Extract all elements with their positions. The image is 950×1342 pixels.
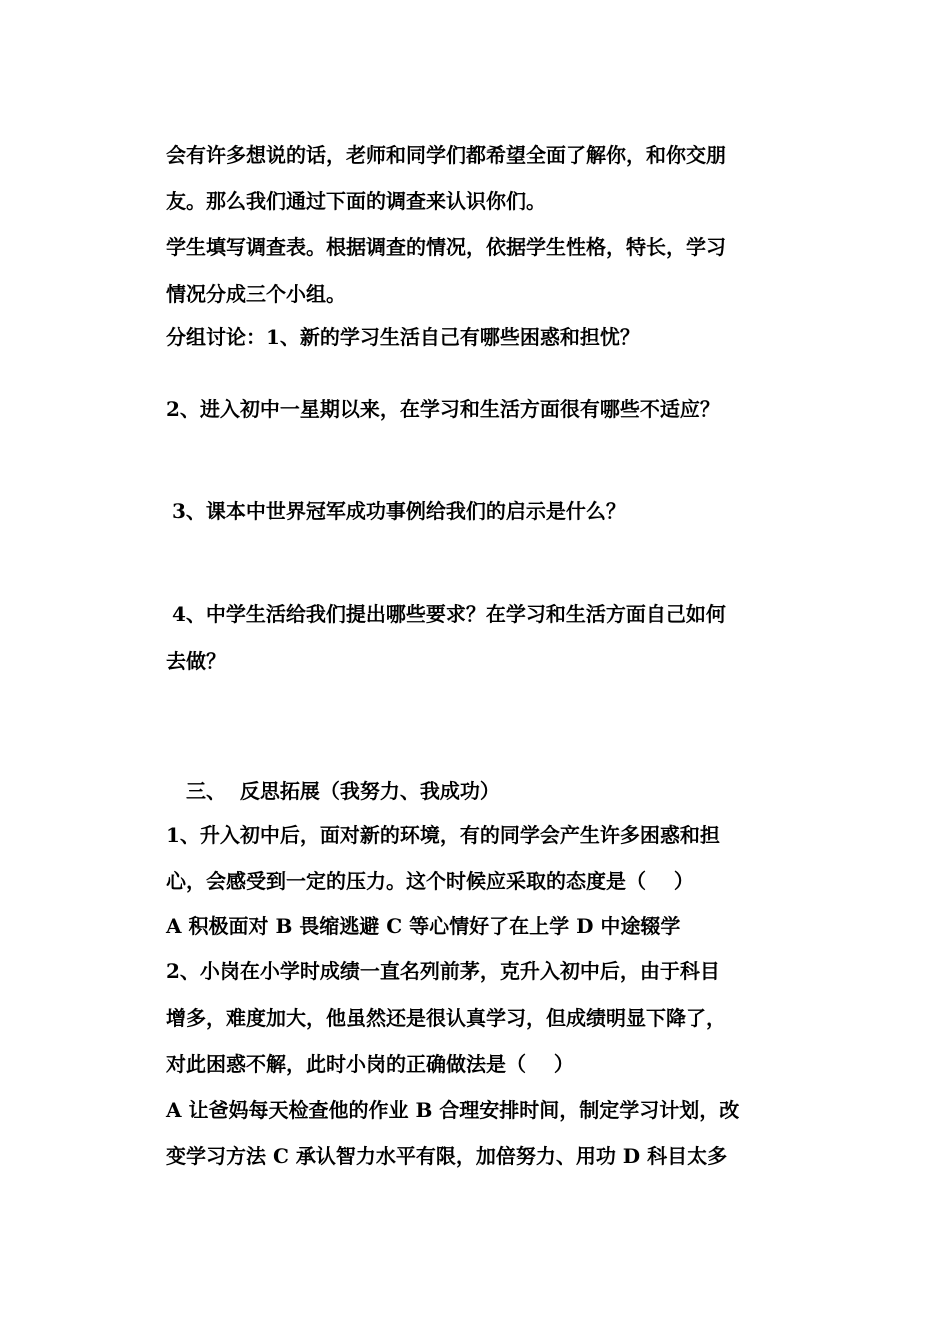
discussion-question-4-line-1: 4、中学生活给我们提出哪些要求？在学习和生活方面自己如何 (172, 602, 726, 626)
exercise-1-line-1: 1、升入初中后，面对新的环境，有的同学会产生许多困惑和担 (166, 823, 720, 847)
discussion-question-2: 2、进入初中一星期以来，在学习和生活方面很有哪些不适应？ (166, 397, 720, 421)
exercise-2-line-2: 增多，难度加大，他虽然还是很认真学习，但成绩明显下降了， (166, 1006, 726, 1030)
discussion-question-1: 分组讨论：1、新的学习生活自己有哪些困惑和担忧？ (166, 325, 640, 349)
intro-line-3: 学生填写调查表。根据调查的情况，依据学生性格，特长，学习 (166, 235, 726, 259)
discussion-question-3: 3、课本中世界冠军成功事例给我们的启示是什么？ (172, 499, 626, 523)
exercise-2-options-line-1: A 让爸妈每天检查他的作业 B 合理安排时间，制定学习计划，改 (166, 1098, 740, 1122)
intro-line-4: 情况分成三个小组。 (166, 282, 346, 306)
exercise-2-line-1: 2、小岗在小学时成绩一直名列前茅，克升入初中后，由于科目 (166, 959, 720, 983)
discussion-question-4-line-2: 去做？ (166, 649, 226, 673)
intro-line-1: 会有许多想说的话，老师和同学们都希望全面了解你，和你交朋 (166, 143, 726, 167)
exercise-2-options-line-2: 变学习方法 C 承认智力水平有限，加倍努力、用功 D 科目太多 (166, 1144, 728, 1168)
section-3-heading: 三、 反思拓展（我努力、我成功） (186, 779, 500, 803)
intro-line-2: 友。那么我们通过下面的调查来认识你们。 (166, 189, 546, 213)
exercise-1-options: A 积极面对 B 畏缩逃避 C 等心情好了在上学 D 中途辍学 (166, 914, 681, 938)
exercise-2-line-3: 对此困惑不解，此时小岗的正确做法是（ ） (166, 1052, 574, 1076)
exercise-1-line-2: 心，会感受到一定的压力。这个时候应采取的态度是（ ） (166, 869, 694, 893)
